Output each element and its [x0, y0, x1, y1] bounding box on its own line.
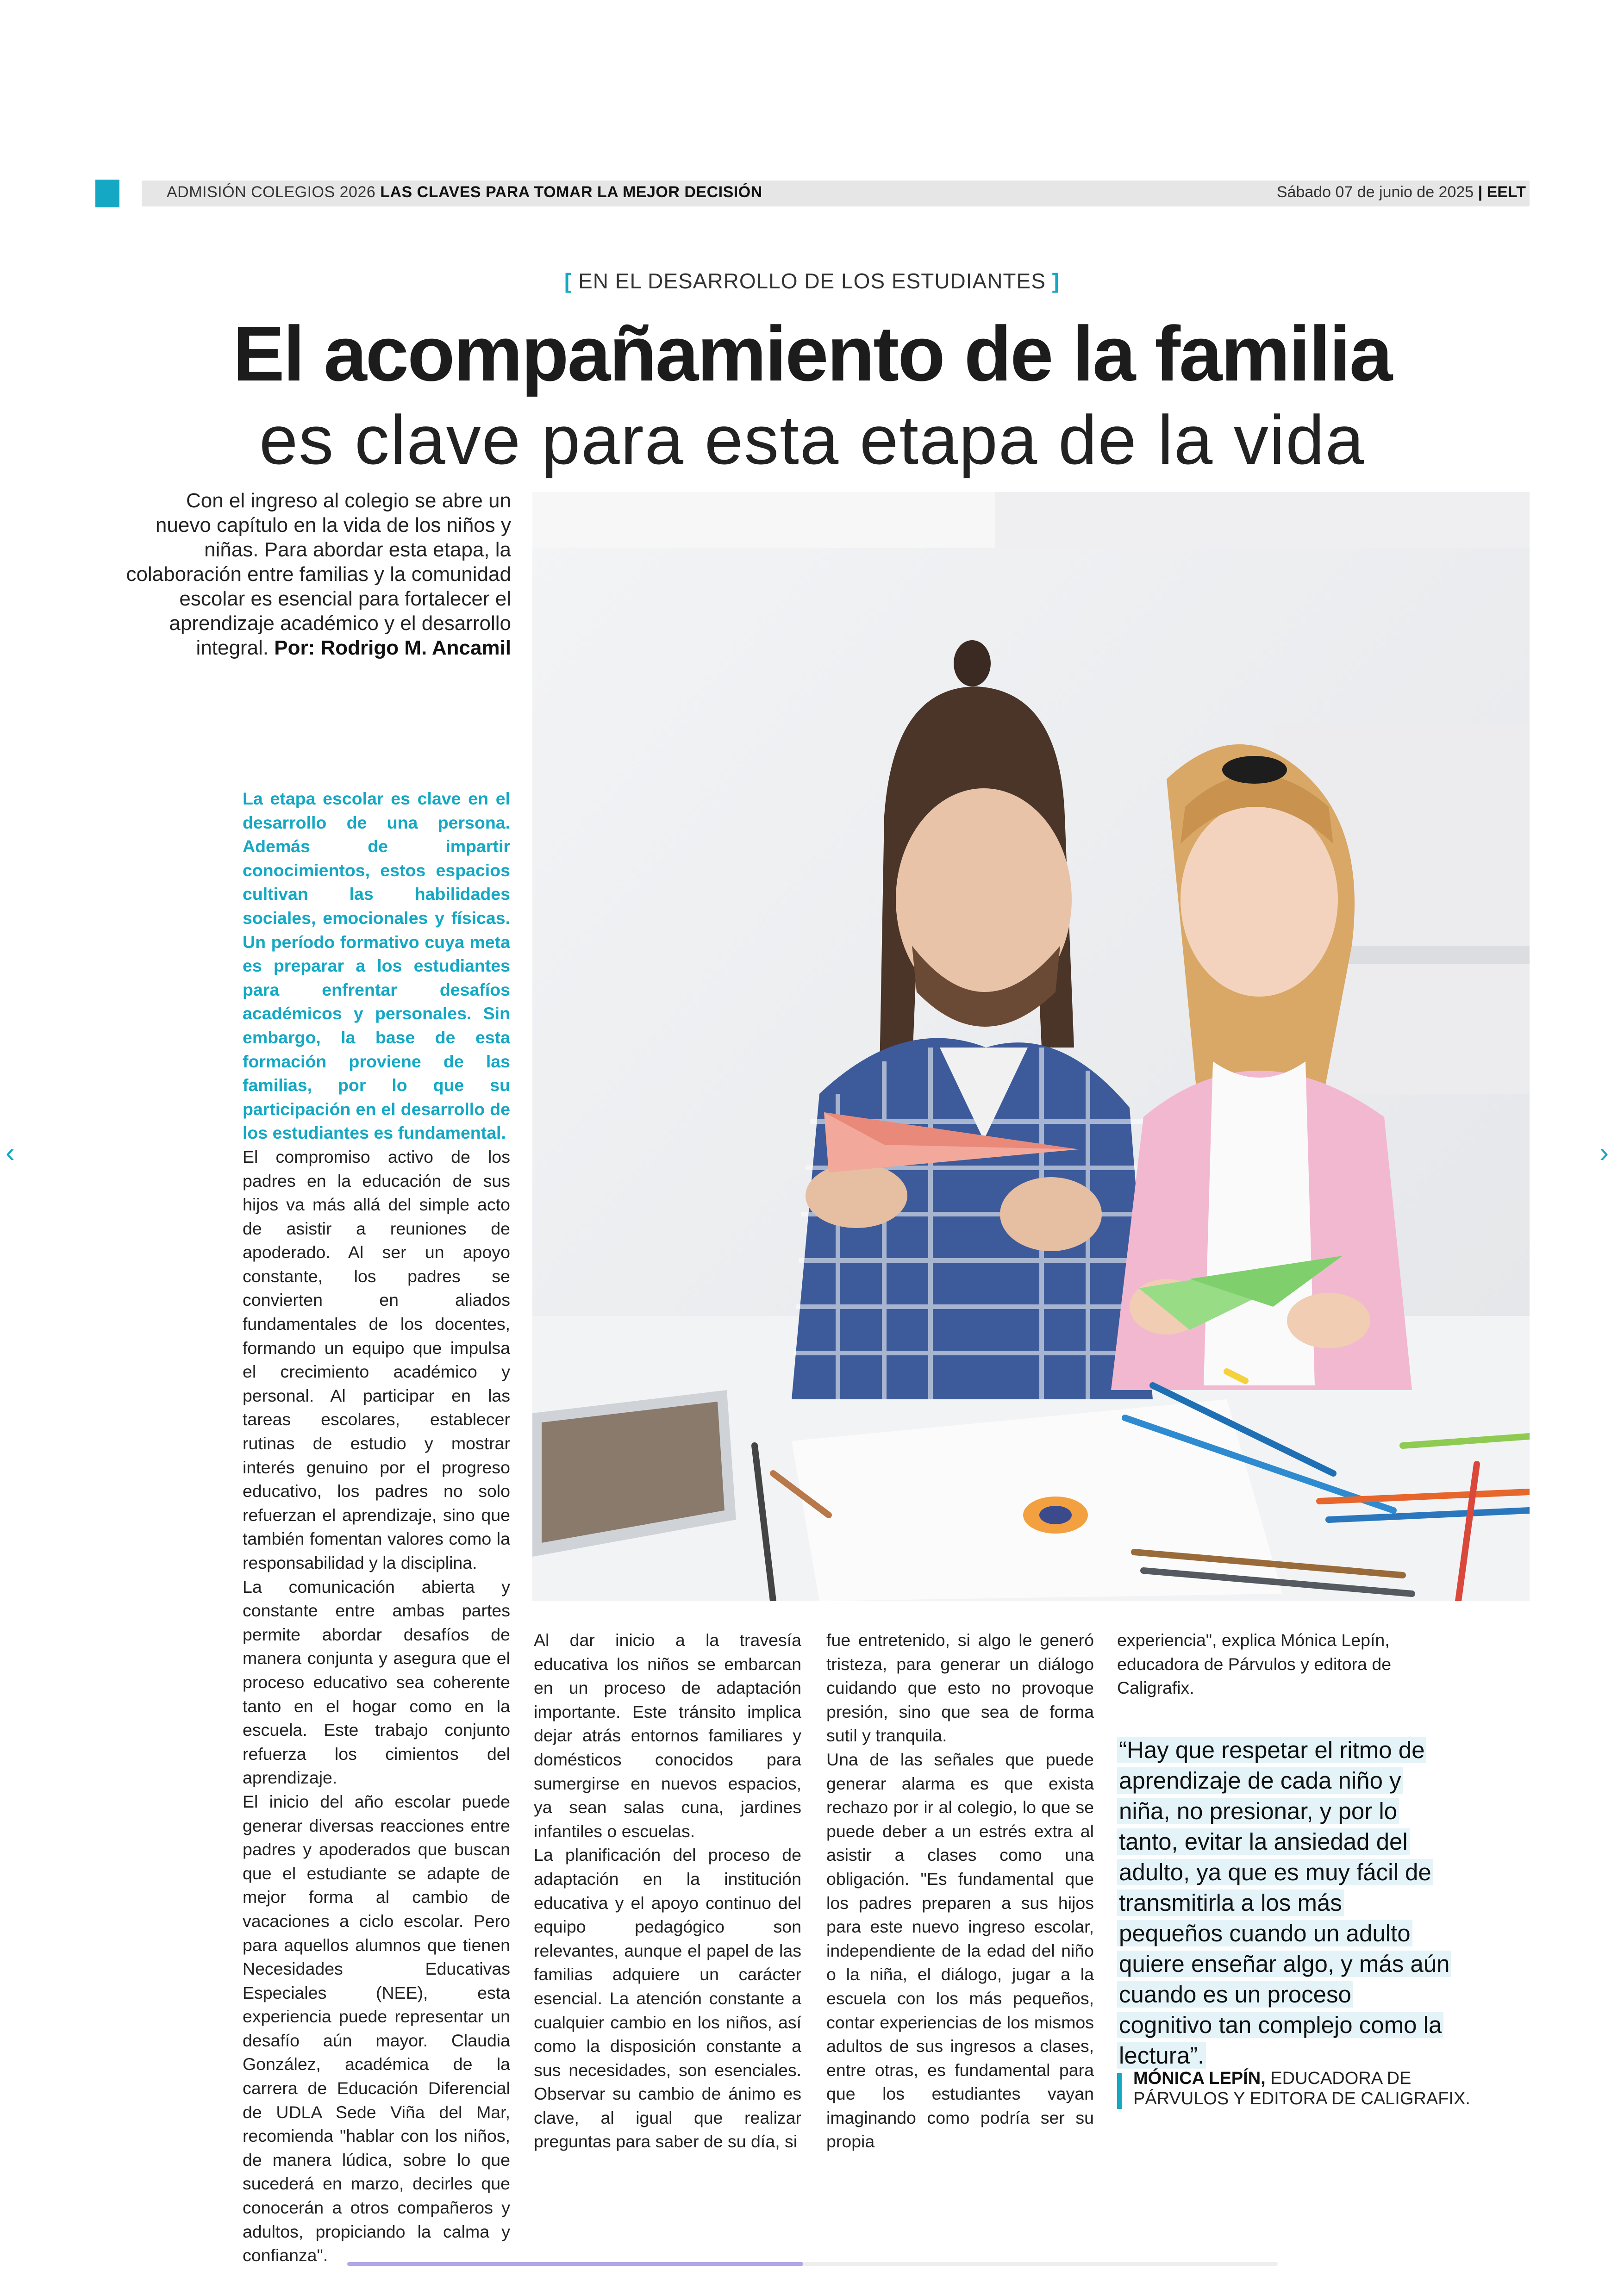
- col4-paragraph-1: experiencia", explica Mónica Lepín, educadora de Párvulos y editora de Caligrafix.: [1117, 1630, 1392, 1698]
- intro-highlight: La etapa escolar es clave en el desarrollo de una persona. Además de impartir conocimientos, estos espacios cultivan las habilidades sociales, emocionales y físicas. Un período formativo cuya meta es preparar a los estudiantes para enfrentar desafíos académicos y personales. Sin embargo, la base de esta formación proviene de las familias, por lo que su participación en el desarrollo de los estudiantes es fundamental.: [243, 789, 510, 1143]
- header-separator: |: [1478, 183, 1483, 201]
- header-headline: LAS CLAVES PARA TOMAR LA MEJOR DECISIÓN: [380, 183, 762, 201]
- col1-paragraph-2: La comunicación abierta y constante entre ambas partes permite abordar desafíos de manera conjunta y asegura que el proceso educativo sea coherente tanto en el hogar como en la escuela. Este trabajo conjunto refuerza los cimientos del aprendizaje.: [243, 1577, 510, 1788]
- quote-author-name: MÓNICA LEPÍN,: [1133, 2069, 1266, 2088]
- quote-author: [1133, 2068, 1476, 2109]
- col2-paragraph-1: Al dar inicio a la travesía educativa los niños se embarcan en un proceso de adaptación importante. Este tránsito implica dejar atrás entornos familiares y domésticos conocidos para sumergirse en nuevos espacios, ya sean salas cuna, jardines infantiles o escuelas.: [534, 1630, 801, 1841]
- kicker-open-bracket: [: [564, 269, 572, 293]
- page-progress-fill: [347, 2262, 803, 2266]
- lead-text: Con el ingreso al colegio se abre un nuevo capítulo en la vida de los niños y niñas. Para abordar esta etapa, la colaboración entre familias y la comunidad escolar es esencial para fortalecer el aprendizaje académico y el desarrollo integral.: [126, 489, 511, 659]
- photo-father-daughter-paper-planes: [532, 492, 1530, 1601]
- article-column-3: [826, 1628, 1094, 2154]
- col2-paragraph-2: La planificación del proceso de adaptación en la institución educativa y el apoyo continuo del equipo pedagógico son relevantes, aunque el papel de las familias adquiere un carácter esencial. La atención constante a cualquier cambio en los niños, así como la disposición constante a sus necesidades, son esenciales. Observar su cambio de ánimo es clave, al igual que realizar preguntas para saber de su día, si: [534, 1845, 801, 2152]
- article-column-2: [534, 1628, 801, 2154]
- kicker-close-bracket: ]: [1052, 269, 1060, 293]
- col3-paragraph-1: fue entretenido, si algo le generó tristeza, para generar un diálogo cuidando que esto no provoque presión, sino que sea de forma sutil y tranquila.: [826, 1630, 1094, 1746]
- pull-quote-text: “Hay que respetar el ritmo de aprendizaje de cada niño y niña, no presionar, y por lo tanto, evitar la ansiedad del adulto, ya que es muy fácil de transmitirla a los más pequeños cuando un adulto quiere enseñar algo, y más aún cuando es un proceso cognitivo tan complejo como la lectura”.: [1117, 1737, 1451, 2069]
- article-kicker: [0, 268, 1624, 293]
- article-title-line1: El acompañamiento de la familia: [232, 310, 1392, 397]
- byline: Por: Rodrigo M. Ancamil: [274, 636, 511, 659]
- article-column-4: [1117, 1628, 1399, 1700]
- quote-author-role: EDUCADORA DE PÁRVULOS Y EDITORA DE CALIGRAFIX.: [1133, 2069, 1470, 2108]
- article-title-line2: es clave para esta etapa de la vida: [259, 401, 1365, 479]
- header-date-block: [1277, 183, 1526, 201]
- header-section: ADMISIÓN COLEGIOS 2026: [167, 183, 376, 201]
- chevron-left-icon[interactable]: ‹: [6, 1137, 15, 1168]
- header-publication: EELT: [1487, 183, 1526, 201]
- article-photo: [532, 492, 1530, 1601]
- col1-paragraph-1: El compromiso activo de los padres en la educación de sus hijos va más allá del simple acto de asistir a reuniones de apoderado. Al ser un apoyo constante, los padres se convierten en aliados fundamentales de los docentes, formando un equipo que impulsa el crecimiento académico y personal. Al participar en las tareas escolares, establecer rutinas de estudio y mostrar interés genuino por el progreso educativo, los padres no solo refuerzan el aprendizaje, sino que también fomentan valores como la responsabilidad y la disciplina.: [243, 1147, 510, 1572]
- pull-quote: [1117, 1735, 1450, 2071]
- kicker-text: EN EL DESARROLLO DE LOS ESTUDIANTES: [578, 269, 1046, 293]
- header-section-title: [167, 183, 762, 201]
- article-column-1: [243, 787, 510, 2268]
- chevron-right-icon[interactable]: ›: [1599, 1137, 1609, 1168]
- header-date: Sábado 07 de junio de 2025: [1276, 183, 1474, 201]
- header-accent-square: [95, 180, 119, 207]
- col3-paragraph-2: Una de las señales que puede generar alarma es que exista rechazo por ir al colegio, lo que se puede deber a un estrés extra al asistir a clases como una obligación. "Es fundamental que los padres preparen a sus hijos para este nuevo ingreso escolar, independiente de la edad del niño o la niña, el diálogo, jugar a la escuela con los más pequeños, contar experiencias de los mismos adultos de sus ingresos a clases, entre otras, es fundamental para que los estudiantes vayan imaginando como podría ser su propia: [826, 1749, 1094, 2152]
- article-lead: [125, 488, 511, 660]
- col1-paragraph-3: El inicio del año escolar puede generar diversas reacciones entre padres y apoderados que buscan que el estudiante se adapte de mejor forma al cambio de vacaciones a ciclo escolar. Pero para aquellos alumnos que tienen Necesidades Educativas Especiales (NEE), esta experiencia puede representar un desafío aún mayor. Claudia González, académica de la carrera de Educación Diferencial de UDLA Sede Viña del Mar, recomienda "hablar con los niños, de manera lúdica, sobre lo que sucederá en marzo, decirles que conocerán a otros compañeros y adultos, propiciando la calma y confianza".: [243, 1791, 510, 2265]
- quote-author-accent-bar: [1117, 2073, 1122, 2109]
